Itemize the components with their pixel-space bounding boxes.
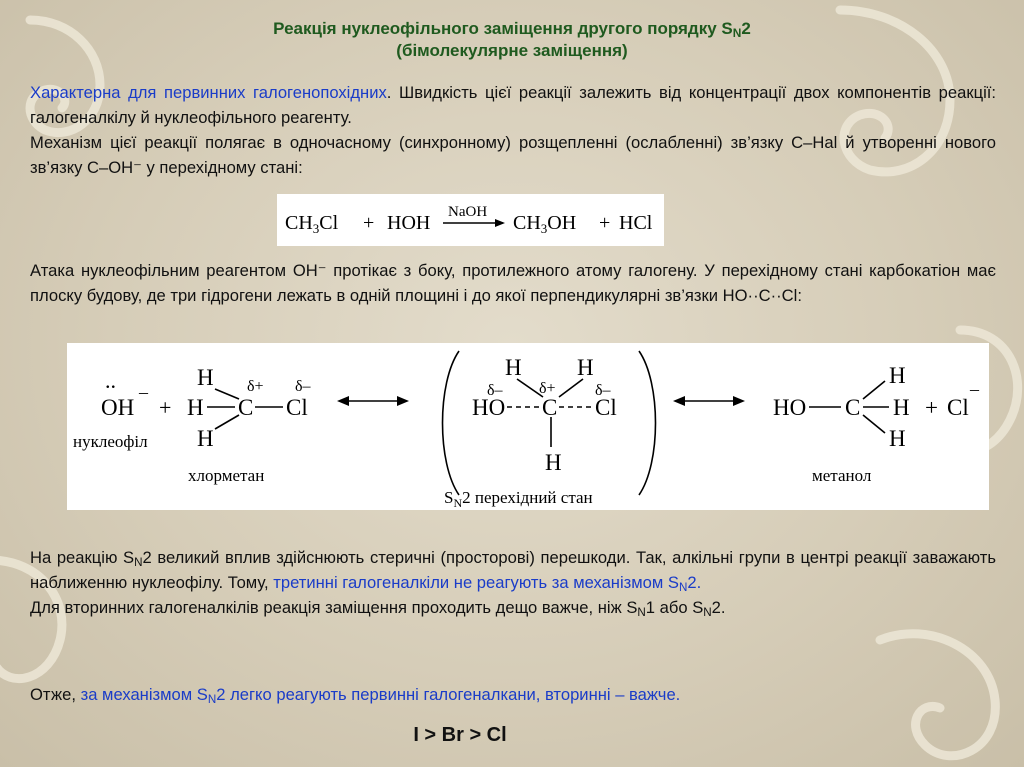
h-top: H [197,365,214,390]
mechanism-description: Механізм цієї реакції полягає в одночасному (синхронному) розщепленні (ослабленні) зв’язку C–Hal й утворенні нового зв’язку C–OH⁻ у перехідному стані: [30,133,996,177]
attack-paragraph: Атака нуклеофільним реагентом OH⁻ протікає з боку, протилежного атому галогену. У перехідному стані карбокатіон має плоску будову, де три гідрогени лежать в одній площині і до якої перпендикулярні зв’язки HO··C··Cl: [30,261,996,305]
ts-h-bottom: H [545,450,562,475]
halogen-reactivity-order: I > Br > Cl [413,724,507,746]
plus-sign-2: + [599,212,611,234]
arrowhead-2-right [733,396,745,406]
h-left: H [187,395,204,420]
bond-htop-c [215,389,239,399]
ts-bond-h2 [559,379,583,397]
hydroxide: OH [101,395,135,420]
ts-delta-left: δ– [487,382,503,399]
slide-title [120,18,904,62]
secondary-text: Для вторинних галогеналкілів реакція заміщення проходить дещо важче, ніж $S_N1$ або $S_N2$. [30,598,726,619]
title-line-2: (бімолекулярне заміщення) [396,41,628,60]
ts-ho: HO [472,395,506,420]
h-bottom: H [197,426,214,451]
product-ch3oh: $CH_3OH$ [513,212,577,236]
arrowhead-1-left [337,396,349,406]
ts-h-right: H [577,355,594,380]
delta-plus: δ+ [247,378,264,395]
chloromethane-label: хлорметан [188,466,265,485]
ts-carbon: C [542,395,558,420]
reactant-ch3cl: $CH_3Cl$ [285,212,339,236]
conclusion-paragraph: Отже, за механізмом $S_N2$ легко реагують первинні галогеналкани, вторинні – важче. [30,685,681,706]
chlorine: Cl [286,395,308,420]
steric-text: На реакцію $S_N2$ великий вплив здійснюють стеричні (просторові) перешкоди. Так, алкільні групи в центрі реакції заважають наближенню нуклеофілу. Тому, третинні галогеналкіли не реагують за механізмом $S_N2$. [30,548,996,594]
nucleophile-label: нуклеофіл [73,432,148,451]
arrowhead-2-left [673,396,685,406]
p-bond-c-htop [863,381,885,399]
catalyst-naoh: NaOH [448,204,488,220]
bond-hbottom-c [215,415,239,429]
bracket-left [443,351,460,495]
product-ho: HO [773,395,807,420]
delta-minus: δ– [295,378,311,395]
plus-reactants: + [159,395,172,420]
mechanism-svg [67,343,989,510]
ts-delta-right: δ– [595,382,611,399]
conclusion-highlight: за механізмом $S_N2$ легко реагують первинні галогеналкани, вторинні – важче. [80,685,681,706]
lone-pair-dots: .. [105,368,116,393]
ts-chlorine: Cl [595,395,617,420]
p-bond-c-hbottom [863,415,885,433]
title-line-1: Реакція нуклеофільного заміщення другого порядку $S_N2$ [273,19,751,40]
bracket-right [639,351,656,495]
carbon: C [238,395,254,420]
arrowhead-1-right [397,396,409,406]
product-carbon: C [845,395,861,420]
tertiary-highlight: третинні галогеналкіли не реагують за механізмом $S_N2$. [273,573,702,594]
chloride: Cl [947,395,969,420]
intro-paragraph: Характерна для первинних галогенопохідних. Швидкість цієї реакції залежить від концентрації двох компонентів реакції: галогеналкілу й нуклеофільного реагенту. Механізм цієї реакції полягає в одночасному (синхронному) розщепленні (ослабленні) зв’язку C–Hal й утворенні нового зв’язку C–OH⁻ у перехідному стані: [30,80,996,180]
reaction-equation [277,194,664,246]
product-hcl: HCl [619,212,653,234]
ts-label: $S_N2$ перехідний стан [444,488,593,510]
plus-products: + [925,395,938,420]
plus-sign: + [363,212,375,234]
reaction-arrowhead [495,219,505,227]
product-h-mid: H [893,395,910,420]
ts-delta-center: δ+ [539,380,556,397]
ts-h-left: H [505,355,522,380]
product-h-bottom: H [889,426,906,451]
mechanism-diagram [67,343,989,510]
methanol-label: метанол [812,466,872,485]
equation-box [277,194,664,246]
hydroxide-charge: – [139,382,148,402]
intro-highlight: Характерна для первинних галогенопохідних [30,83,387,102]
reactant-hoh: HOH [387,212,431,234]
product-h-top: H [889,363,906,388]
chloride-charge: – [970,379,979,399]
steric-paragraph [30,545,996,620]
